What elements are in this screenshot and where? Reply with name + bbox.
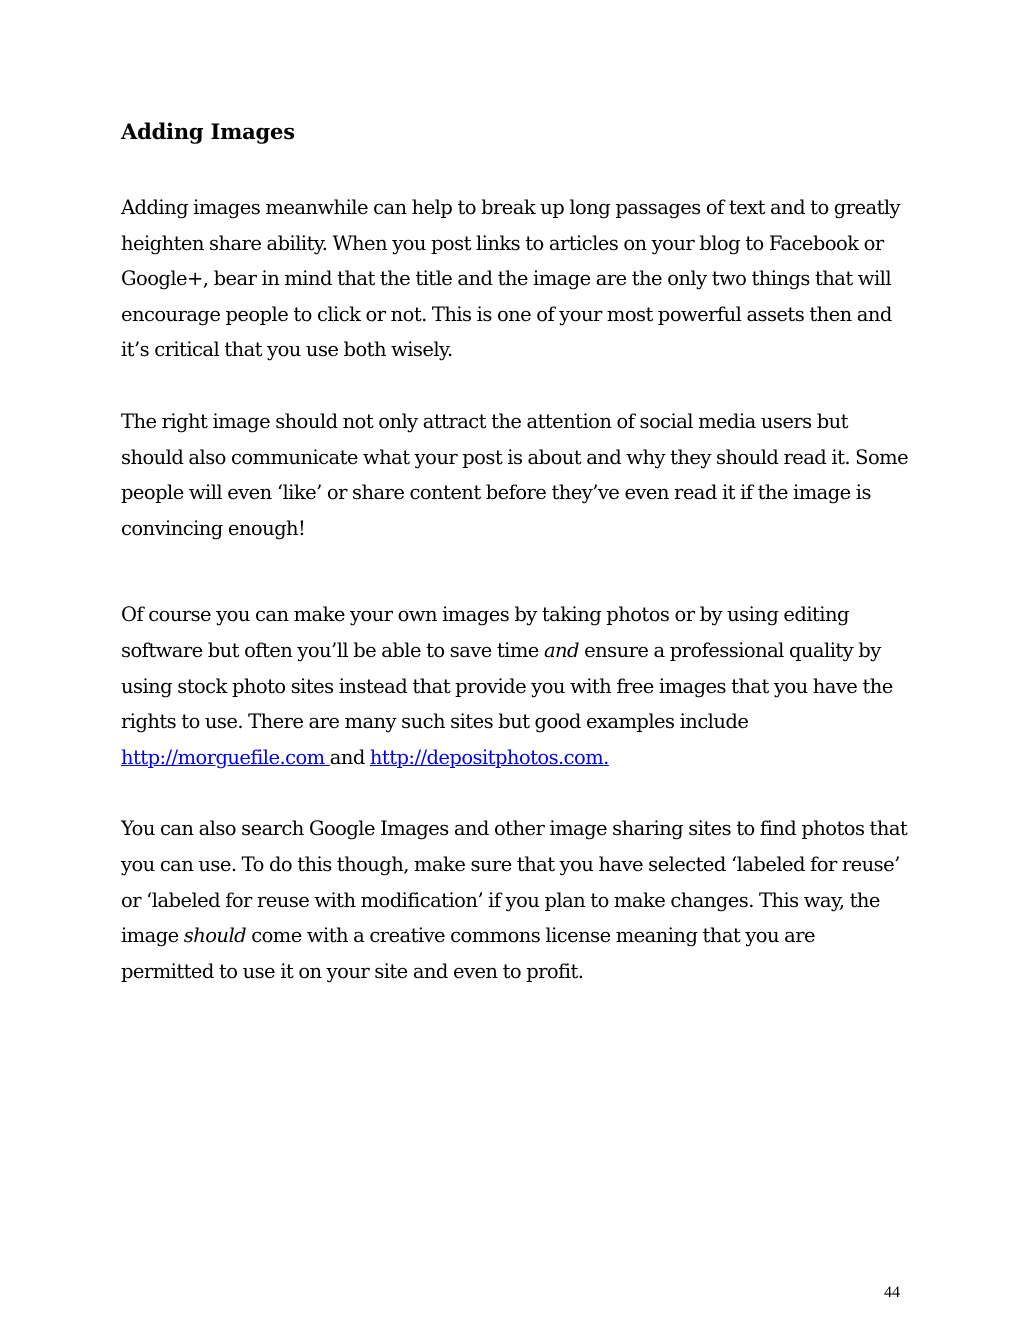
paragraph-stock-photos bbox=[121, 597, 911, 775]
morguefile-link[interactable]: http://morguefile.com bbox=[121, 745, 330, 769]
emphasis-text: and bbox=[543, 638, 579, 662]
depositphotos-link[interactable]: http://depositphotos.com. bbox=[369, 745, 609, 769]
paragraph-text: You can also search Google Images and other image sharing sites to find photos that you can use. To do this though, make sure that you have selected ‘labeled for reuse’ or ‘labeled for reuse with modification’ if you plan to make changes. This way, the image bbox=[121, 817, 908, 948]
section-heading: Adding Images bbox=[121, 119, 295, 144]
paragraph-text: Of course you can make your own images by taking photos or by using editing software but often you’ll be able to save time bbox=[121, 603, 849, 662]
page-content bbox=[121, 116, 911, 989]
paragraph-text: ensure a professional quality by using stock photo sites instead that provide you with free images that you have the rights to use. There are many such sites but good examples include bbox=[121, 638, 893, 734]
paragraph-text: and bbox=[329, 745, 370, 769]
page-number: 44 bbox=[884, 1284, 900, 1301]
emphasis-text: should bbox=[183, 924, 247, 948]
paragraph-text: come with a creative commons license meaning that you are permitted to use it on your site and even to profit. bbox=[121, 924, 815, 983]
paragraph-right-image: The right image should not only attract the attention of social media users but should also communicate what your post is about and why they should read it. Some people will even ‘like’ or share content before they’ve even read it if the image is convincing enough! bbox=[121, 409, 909, 540]
paragraph-google-images bbox=[121, 811, 911, 989]
paragraph-intro: Adding images meanwhile can help to break up long passages of text and to greatly heighten share ability. When you post links to articles on your blog to Facebook or Google+, bear in mind that the title and the image are the only two things that will encourage people to click or not. This is one of your most powerful assets then and it’s critical that you use both wisely. bbox=[121, 196, 901, 362]
